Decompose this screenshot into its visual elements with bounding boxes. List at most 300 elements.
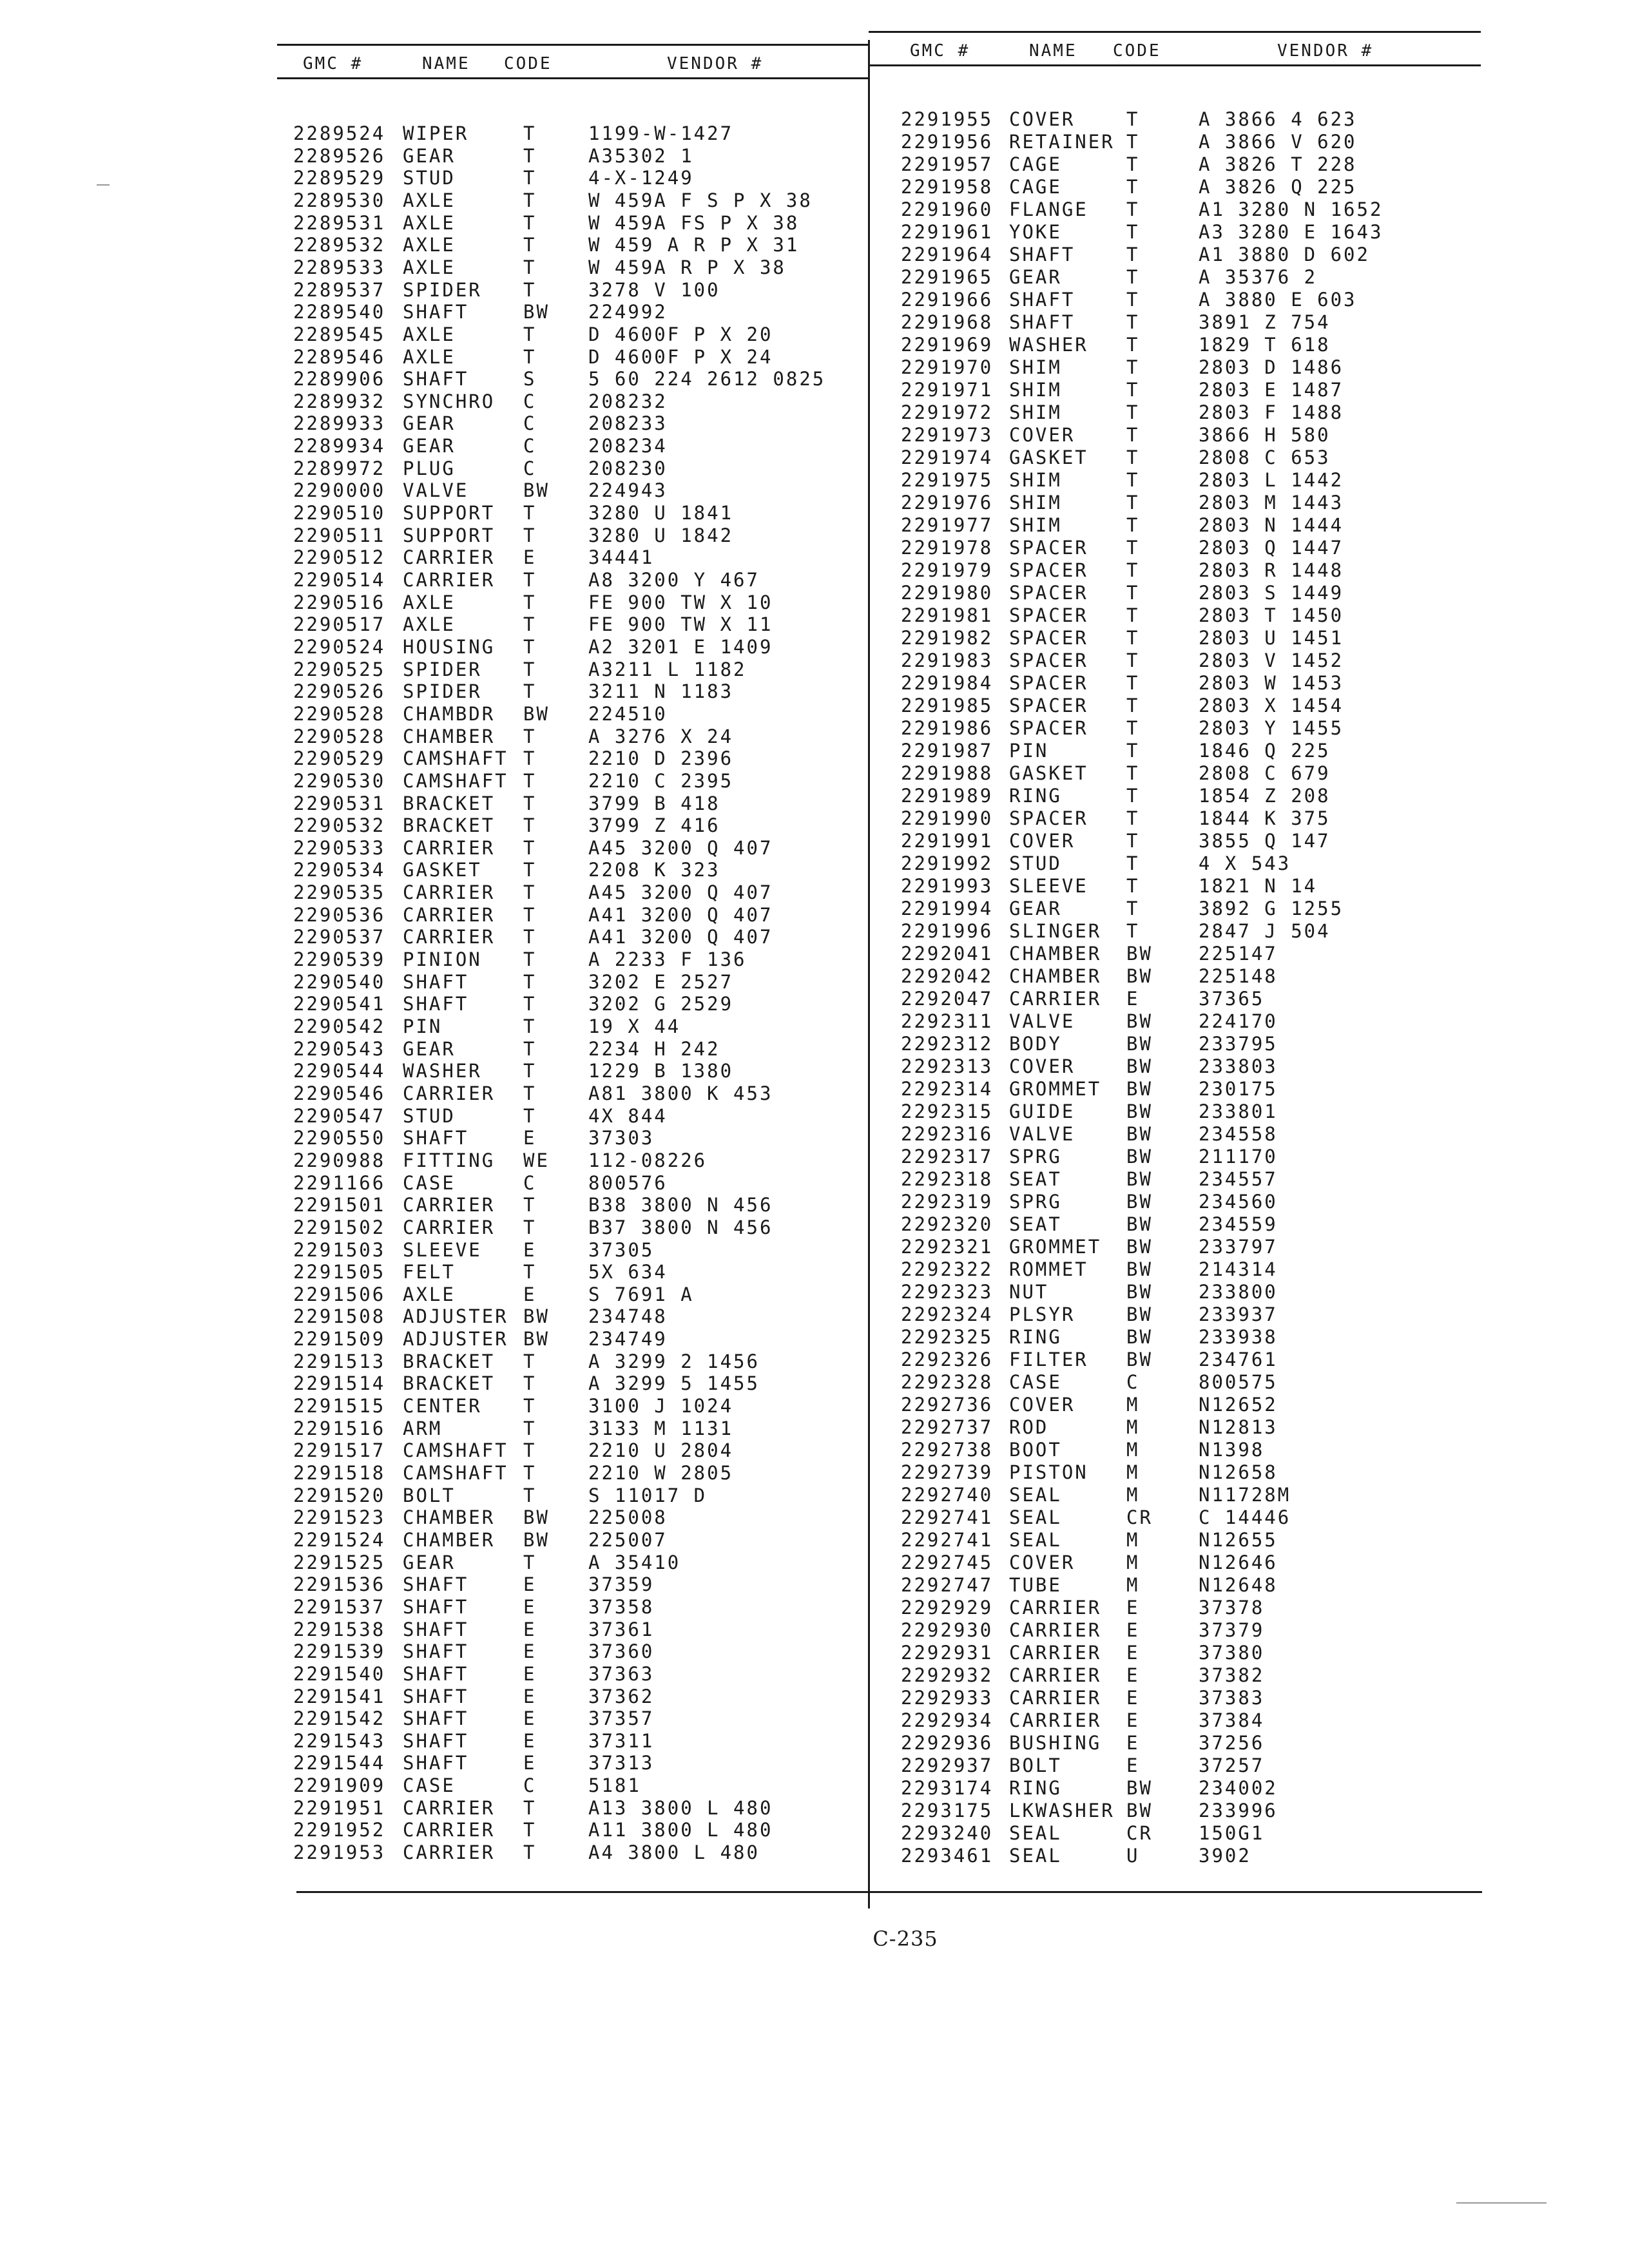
cell-vendor: W 459 A R P X 31 [588, 234, 800, 256]
cell-vendor: A13 3800 L 480 [588, 1796, 773, 1819]
cell-gmc: 2291961 [901, 221, 994, 243]
cell-gmc: 2291542 [293, 1707, 386, 1730]
cell-vendor: 208234 [588, 435, 668, 457]
cell-vendor: A45 3200 Q 407 [588, 881, 773, 904]
list-item [293, 1506, 860, 1528]
cell-vendor: 2803 E 1487 [1199, 379, 1344, 401]
cell-gmc: 2290512 [293, 546, 386, 569]
cell-gmc: 2292738 [901, 1439, 994, 1461]
cell-gmc: 2291502 [293, 1216, 386, 1238]
cell-vendor: 234557 [1199, 1168, 1278, 1190]
list-item [901, 424, 1468, 446]
cell-vendor: 3100 J 1024 [588, 1395, 734, 1418]
cell-code: E [523, 1729, 537, 1752]
cell-name: RETAINER [1009, 131, 1115, 153]
cell-gmc: 2292328 [901, 1371, 994, 1393]
cell-vendor: 5X 634 [588, 1261, 668, 1283]
list-item [901, 1642, 1468, 1664]
cell-name: CAMSHAFT [403, 769, 508, 792]
cell-gmc: 2291544 [293, 1752, 386, 1774]
cell-gmc: 2292323 [901, 1281, 994, 1303]
cell-gmc: 2291505 [293, 1261, 386, 1283]
cell-gmc: 2290550 [293, 1127, 386, 1149]
list-item [293, 881, 860, 903]
cell-code: E [1126, 1709, 1140, 1731]
cell-vendor: A 35410 [588, 1551, 681, 1573]
cell-name: CHAMBER [403, 725, 496, 747]
list-item [901, 1168, 1468, 1190]
cell-code: E [523, 1238, 537, 1261]
cell-name: SEAT [1009, 1213, 1062, 1235]
cell-gmc: 2291501 [293, 1194, 386, 1216]
cell-name: ARM [403, 1417, 443, 1439]
cell-gmc: 2290528 [293, 702, 386, 725]
list-item [293, 1372, 860, 1394]
cell-gmc: 2289524 [293, 122, 386, 144]
cell-name: FELT [403, 1261, 456, 1283]
cell-name: SPACER [1009, 627, 1088, 649]
cell-vendor: 3892 G 1255 [1199, 898, 1344, 919]
list-item [901, 559, 1468, 581]
cell-name: SPACER [1009, 559, 1088, 581]
cell-code: T [523, 323, 537, 345]
cell-vendor: 3211 N 1183 [588, 680, 734, 703]
cell-name: GASKET [1009, 447, 1088, 468]
cell-code: C [1126, 1371, 1140, 1393]
cell-gmc: 2291982 [901, 627, 994, 649]
cell-name: CARRIER [403, 1216, 496, 1238]
cell-code: M [1126, 1484, 1140, 1506]
cell-code: E [523, 546, 537, 569]
cell-gmc: 2289537 [293, 278, 386, 301]
cell-name: SPACER [1009, 717, 1088, 739]
cell-name: SEAL [1009, 1484, 1062, 1506]
cell-vendor: 2210 U 2804 [588, 1439, 734, 1462]
cell-name: VALVE [1009, 1123, 1075, 1145]
cell-gmc: 2291540 [293, 1662, 386, 1685]
cell-gmc: 2290535 [293, 881, 386, 904]
cell-gmc: 2292314 [901, 1078, 994, 1100]
cell-gmc: 2293461 [901, 1845, 994, 1867]
cell-name: GEAR [1009, 898, 1062, 919]
list-item [293, 279, 860, 301]
list-item [901, 1146, 1468, 1168]
cell-gmc: 2290540 [293, 970, 386, 993]
cell-name: CARRIER [1009, 1619, 1102, 1641]
cell-name: SHAFT [403, 1685, 469, 1707]
cell-code: T [1126, 492, 1140, 514]
list-item [293, 747, 860, 769]
cell-vendor: N12813 [1199, 1416, 1278, 1438]
cell-name: CARRIER [403, 546, 496, 569]
cell-vendor: B37 3800 N 456 [588, 1216, 773, 1238]
cell-code: BW [523, 1305, 550, 1328]
cell-code: T [1126, 762, 1140, 784]
cell-code: T [523, 1819, 537, 1841]
cell-code: T [523, 278, 537, 301]
cell-code: T [523, 1060, 537, 1082]
cell-name: AXLE [403, 211, 456, 234]
cell-gmc: 2290531 [293, 792, 386, 814]
cell-gmc: 2290517 [293, 613, 386, 636]
list-item [293, 793, 860, 814]
cell-name: SHAFT [403, 1127, 469, 1149]
cell-gmc: 2290000 [293, 479, 386, 502]
cell-gmc: 2292933 [901, 1687, 994, 1709]
list-item [901, 153, 1468, 175]
cell-vendor: A8 3200 Y 467 [588, 569, 760, 591]
cell-name: SHIM [1009, 356, 1062, 378]
cell-code: T [1126, 311, 1140, 333]
cell-vendor: 37379 [1199, 1619, 1265, 1641]
list-item [901, 1439, 1468, 1461]
cell-name: SYNCHRO [403, 390, 496, 412]
cell-name: GROMMET [1009, 1236, 1102, 1258]
cell-vendor: 208233 [588, 412, 668, 435]
cell-name: CHAMBDR [403, 702, 496, 725]
list-item [901, 1484, 1468, 1506]
list-item [901, 1281, 1468, 1303]
cell-code: BW [1126, 1033, 1153, 1055]
list-item [901, 1303, 1468, 1325]
scan-mark [97, 184, 110, 186]
list-item [901, 1416, 1468, 1438]
list-item [293, 234, 860, 256]
cell-code: M [1126, 1461, 1140, 1483]
list-item [901, 1236, 1468, 1258]
cell-vendor: 2803 F 1488 [1199, 401, 1344, 423]
cell-gmc: 2291955 [901, 108, 994, 130]
cell-gmc: 2291989 [901, 785, 994, 807]
cell-name: BRACKET [403, 792, 496, 814]
cell-name: AXLE [403, 1283, 456, 1305]
cell-vendor: N12652 [1199, 1394, 1278, 1416]
list-item [901, 1732, 1468, 1754]
list-item [293, 948, 860, 970]
cell-vendor: A3 3280 E 1643 [1199, 221, 1383, 243]
cell-name: SEAL [1009, 1529, 1062, 1551]
cell-code: T [523, 591, 537, 613]
cell-gmc: 2293174 [901, 1777, 994, 1799]
cell-name: GUIDE [1009, 1100, 1075, 1122]
list-item [293, 1552, 860, 1573]
cell-gmc: 2292318 [901, 1168, 994, 1190]
cell-gmc: 2289526 [293, 144, 386, 167]
cell-name: SHIM [1009, 492, 1062, 514]
cell-vendor: 37358 [588, 1595, 655, 1618]
cell-vendor: 5181 [588, 1774, 641, 1797]
cell-vendor: 3202 G 2529 [588, 993, 734, 1015]
cell-vendor: A 2233 F 136 [588, 948, 747, 971]
cell-name: CASE [403, 1171, 456, 1194]
cell-name: SLEEVE [403, 1238, 482, 1261]
cell-name: SHIM [1009, 514, 1062, 536]
list-item [293, 1239, 860, 1261]
cell-code: T [1126, 379, 1140, 401]
list-item [901, 356, 1468, 378]
cell-vendor: 2803 V 1452 [1199, 649, 1344, 671]
list-item [901, 311, 1468, 333]
cell-vendor: 208230 [588, 457, 668, 479]
cell-vendor: 233937 [1199, 1303, 1278, 1325]
cell-gmc: 2291513 [293, 1350, 386, 1372]
cell-code: BW [523, 1528, 550, 1551]
cell-gmc: 2290529 [293, 747, 386, 770]
cell-name: SHAFT [403, 1595, 469, 1618]
cell-code: C [523, 390, 537, 412]
list-item [901, 198, 1468, 220]
cell-code: E [1126, 988, 1140, 1010]
cell-vendor: W 459A R P X 38 [588, 256, 786, 278]
cell-vendor: A45 3200 Q 407 [588, 836, 773, 859]
cell-gmc: 2289972 [293, 457, 386, 479]
cell-name: CHAMBER [1009, 965, 1102, 987]
list-item [293, 346, 860, 368]
cell-gmc: 2291984 [901, 672, 994, 694]
list-item [901, 965, 1468, 987]
cell-name: STUD [403, 167, 456, 189]
cell-gmc: 2289934 [293, 435, 386, 457]
cell-gmc: 2290516 [293, 591, 386, 613]
cell-code: T [523, 1015, 537, 1037]
cell-vendor: 2210 C 2395 [588, 769, 734, 792]
cell-gmc: 2292317 [901, 1146, 994, 1168]
cell-code: T [523, 747, 537, 770]
cell-vendor: 3799 Z 416 [588, 814, 720, 837]
cell-code: M [1126, 1552, 1140, 1573]
cell-gmc: 2292322 [901, 1258, 994, 1280]
cell-gmc: 2290534 [293, 859, 386, 881]
cell-vendor: 3799 B 418 [588, 792, 720, 814]
cell-code: E [1126, 1687, 1140, 1709]
cell-vendor: A11 3800 L 480 [588, 1819, 773, 1841]
list-item [901, 1754, 1468, 1776]
cell-code: T [523, 524, 537, 546]
cell-name: GEAR [403, 144, 456, 167]
list-item [293, 1350, 860, 1372]
cell-gmc: 2290530 [293, 769, 386, 792]
list-item [901, 469, 1468, 491]
cell-code: T [523, 1395, 537, 1418]
cell-name: STUD [403, 1104, 456, 1127]
cell-name: SPACER [1009, 582, 1088, 604]
cell-vendor: 1846 Q 225 [1199, 740, 1331, 762]
cell-code: T [1126, 695, 1140, 716]
cell-vendor: 3902 [1199, 1845, 1251, 1867]
cell-gmc: 2292041 [901, 943, 994, 965]
cell-name: BUSHING [1009, 1732, 1102, 1754]
cell-code: E [523, 1707, 537, 1730]
list-item [293, 613, 860, 635]
cell-name: CARRIER [403, 903, 496, 926]
cell-gmc: 2292320 [901, 1213, 994, 1235]
cell-vendor: 233938 [1199, 1326, 1278, 1348]
cell-code: E [1126, 1619, 1140, 1641]
list-item [901, 582, 1468, 604]
list-item [293, 323, 860, 345]
cell-code: T [523, 859, 537, 881]
cell-gmc: 2291966 [901, 289, 994, 311]
list-item [293, 1819, 860, 1841]
list-item [293, 1060, 860, 1082]
list-item [901, 266, 1468, 288]
list-item [901, 1619, 1468, 1641]
cell-code: T [523, 613, 537, 636]
cell-vendor: S 11017 D [588, 1484, 708, 1506]
cell-name: CARRIER [1009, 1642, 1102, 1664]
list-item [293, 1663, 860, 1685]
cell-code: T [1126, 920, 1140, 942]
cell-gmc: 2292315 [901, 1100, 994, 1122]
cell-name: HOUSING [403, 635, 496, 658]
list-item [293, 1462, 860, 1484]
cell-vendor: 37365 [1199, 988, 1265, 1010]
cell-name: SPRG [1009, 1191, 1062, 1213]
cell-code: T [1126, 221, 1140, 243]
list-item [901, 379, 1468, 401]
cell-gmc: 2292316 [901, 1123, 994, 1145]
cell-vendor: 233803 [1199, 1055, 1278, 1077]
cell-vendor: 2803 R 1448 [1199, 559, 1344, 581]
list-item [901, 176, 1468, 198]
cell-vendor: A3211 L 1182 [588, 658, 747, 680]
cell-code: BW [523, 702, 550, 725]
cell-vendor: A1 3880 D 602 [1199, 244, 1370, 265]
list-item [901, 1709, 1468, 1731]
list-item [293, 1529, 860, 1551]
cell-vendor: 3202 E 2527 [588, 970, 734, 993]
cell-code: BW [1126, 1326, 1153, 1348]
cell-code: T [523, 1261, 537, 1283]
list-item [293, 1485, 860, 1506]
cell-code: T [523, 1104, 537, 1127]
list-item [901, 1055, 1468, 1077]
cell-vendor: 37378 [1199, 1597, 1265, 1619]
cell-code: C [523, 457, 537, 479]
list-item [901, 1191, 1468, 1213]
cell-code: T [523, 1194, 537, 1216]
cell-code: T [1126, 898, 1140, 919]
cell-vendor: FE 900 TW X 11 [588, 613, 773, 636]
cell-name: WIPER [403, 122, 469, 144]
cell-code: E [523, 1573, 537, 1596]
list-item [901, 943, 1468, 965]
cell-vendor: A81 3800 K 453 [588, 1082, 773, 1104]
cell-vendor: 37382 [1199, 1664, 1265, 1686]
cell-name: CHAMBER [403, 1528, 496, 1551]
cell-vendor: 5 60 224 2612 0825 [588, 368, 826, 390]
cell-code: BW [1126, 1078, 1153, 1100]
cell-name: SHAFT [1009, 311, 1075, 333]
cell-gmc: 2290547 [293, 1104, 386, 1127]
list-item [293, 1105, 860, 1127]
cell-gmc: 2292741 [901, 1529, 994, 1551]
cell-code: T [523, 1372, 537, 1395]
cell-gmc: 2292930 [901, 1619, 994, 1641]
cell-vendor: N12658 [1199, 1461, 1278, 1483]
cell-code: E [1126, 1642, 1140, 1664]
cell-gmc: 2291965 [901, 266, 994, 288]
cell-name: CARRIER [1009, 1687, 1102, 1709]
cell-vendor: 2803 L 1442 [1199, 469, 1344, 491]
cell-code: T [1126, 604, 1140, 626]
cell-name: RING [1009, 785, 1062, 807]
cell-code: M [1126, 1574, 1140, 1596]
list-item [901, 807, 1468, 829]
cell-code: T [1126, 469, 1140, 491]
cell-vendor: 37362 [588, 1685, 655, 1707]
header-gmc: GMC # [910, 41, 970, 61]
cell-code: BW [1126, 1191, 1153, 1213]
cell-name: CAMSHAFT [403, 747, 508, 770]
cell-code: T [1126, 852, 1140, 874]
scan-mark [1456, 2202, 1547, 2204]
cell-vendor: 37311 [588, 1729, 655, 1752]
list-item [293, 1305, 860, 1327]
cell-code: T [1126, 198, 1140, 220]
page-number: C-235 [872, 1927, 938, 1951]
cell-gmc: 2291980 [901, 582, 994, 604]
list-item [901, 514, 1468, 536]
list-item [901, 1461, 1468, 1483]
list-item [293, 524, 860, 546]
cell-code: E [523, 1595, 537, 1618]
cell-gmc: 2291951 [293, 1796, 386, 1819]
list-item [901, 1010, 1468, 1032]
cell-code: T [523, 814, 537, 837]
cell-gmc: 2291992 [901, 852, 994, 874]
cell-vendor: N12648 [1199, 1574, 1278, 1596]
cell-code: T [523, 1796, 537, 1819]
cell-vendor: 2803 X 1454 [1199, 695, 1344, 716]
cell-code: T [523, 1462, 537, 1484]
cell-vendor: 112-08226 [588, 1149, 708, 1171]
cell-vendor: N12646 [1199, 1552, 1278, 1573]
cell-vendor: 225008 [588, 1506, 668, 1529]
cell-code: T [1126, 559, 1140, 581]
list-item [901, 1506, 1468, 1528]
list-item [293, 703, 860, 725]
cell-name: AXLE [403, 591, 456, 613]
cell-name: BOLT [1009, 1754, 1062, 1776]
list-item [901, 1845, 1468, 1867]
cell-code: BW [1126, 1055, 1153, 1077]
cell-vendor: 3280 U 1841 [588, 502, 734, 524]
list-item [901, 1213, 1468, 1235]
list-item [293, 569, 860, 591]
list-item [293, 167, 860, 189]
cell-code: C [523, 412, 537, 435]
list-item [293, 1261, 860, 1283]
cell-name: BOLT [403, 1484, 456, 1506]
cell-code: M [1126, 1416, 1140, 1438]
cell-name: SPACER [1009, 649, 1088, 671]
cell-code: BW [1126, 1303, 1153, 1325]
cell-gmc: 2292311 [901, 1010, 994, 1032]
list-item [901, 108, 1468, 130]
cell-gmc: 2290511 [293, 524, 386, 546]
cell-gmc: 2292313 [901, 1055, 994, 1077]
cell-code: E [1126, 1664, 1140, 1686]
cell-gmc: 2292737 [901, 1416, 994, 1438]
cell-vendor: 2803 S 1449 [1199, 582, 1344, 604]
cell-gmc: 2292931 [901, 1642, 994, 1664]
list-item [293, 1619, 860, 1640]
list-item [293, 368, 860, 390]
list-item [901, 604, 1468, 626]
cell-name: SHAFT [403, 368, 469, 390]
cell-code: T [523, 1216, 537, 1238]
